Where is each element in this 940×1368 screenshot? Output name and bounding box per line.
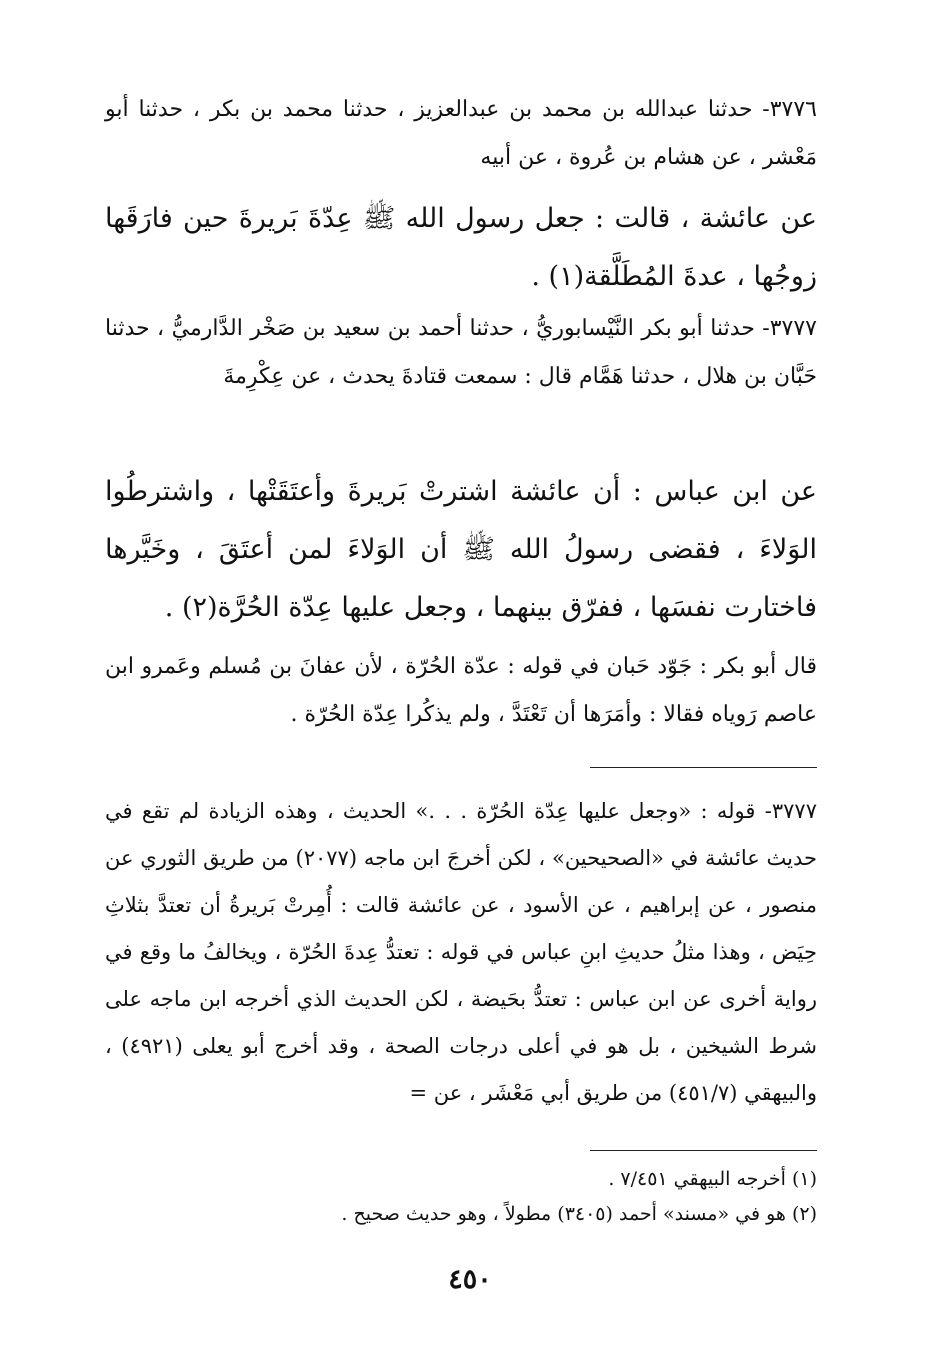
hadith-3776-chain: ٣٧٧٦- حدثنا عبدالله بن محمد بن عبدالعزيز ، حدثنا محمد بن بكر ، حدثنا أبو مَعْشر ، عن هشام بن عُروة ، عن أبيه <box>105 97 817 170</box>
footnote-2: (٢) هو في «مسند» أحمد (٣٤٠٥) مطولاً ، وهو حديث صحيح . <box>341 1203 817 1225</box>
page-number: ٤٥٠ <box>448 1264 492 1295</box>
hadith-3777-chain: ٣٧٧٧- حدثنا أبو بكر النَّيْسابوريُّ ، حدثنا أحمد بن سعيد بن صَخْر الدَّارميُّ ، حدثنا حَبَّان بن هلال ، حدثنا هَمَّام قال : سمعت قتادةَ يحدث ، عن عِكْرِمةَ <box>105 316 817 389</box>
footnote-separator <box>590 1150 817 1151</box>
hadith-3777-note: قال أبو بكر : جَوّد حَبان في قوله : عدّة الحُرّة ، لأن عفانَ بن مُسلم وعَمرو ابن عاصم رَوياه فقالا : وأمَرَها أن تَعْتَدَّ ، ولم يذكُرا عِدّة الحُرّة . <box>105 654 817 727</box>
footnotes <box>105 1162 817 1232</box>
footnote-1: (١) أخرجه البيهقي ٧/٤٥١ . <box>608 1168 817 1190</box>
hadith-3777-text: عن ابن عباس : أن عائشة اشترتْ بَريرةَ وأعتَقَتْها ، واشترطُوا الوَلاءَ ، فقضى رسولُ الله ﷺ أن الوَلاءَ لمن أعتَقَ ، وخَيَّرها فاختارت نفسَها ، ففرّق بينهما ، وجعل عليها عِدّة الحُرَّة(٢) . <box>105 476 817 623</box>
commentary-separator <box>590 767 817 768</box>
hadith-3776-text: عن عائشة ، قالت : جعل رسول الله ﷺ عِدّةَ بَريرةَ حين فارَقَها زوجُها ، عدةَ المُطَلَّقة(١) . <box>105 203 817 292</box>
commentary-3777: ٣٧٧٧- قوله : «وجعل عليها عِدّة الحُرّة . . .» الحديث ، وهذه الزيادة لم تقع في حديث عائشة في «الصحيحين» ، لكن أخرجَ ابن ماجه (٢٠٧٧) من طريق الثوري عن منصور ، عن إبراهيم ، عن الأسود ، عن عائشة قالت : أُمِرتْ بَريرةُ أن تعتدَّ بثلاثِ حِيَض ، وهذا مثلُ حديثِ ابنِ عباس في قوله : تعتدُّ عِدةَ الحُرّة ، ويخالفُ ما وقع في رواية أخرى عن ابن عباس : تعتدُّ بحَيضة ، لكن الحديث الذي أخرجه ابن ماجه على شرط الشيخين ، بل هو في أعلى درجات الصحة ، وقد أخرج أبو يعلى (٤٩٢١) ، والبيهقي (٤٥١/٧) من طريق أبي مَعْشَر ، عن = <box>105 799 817 1105</box>
